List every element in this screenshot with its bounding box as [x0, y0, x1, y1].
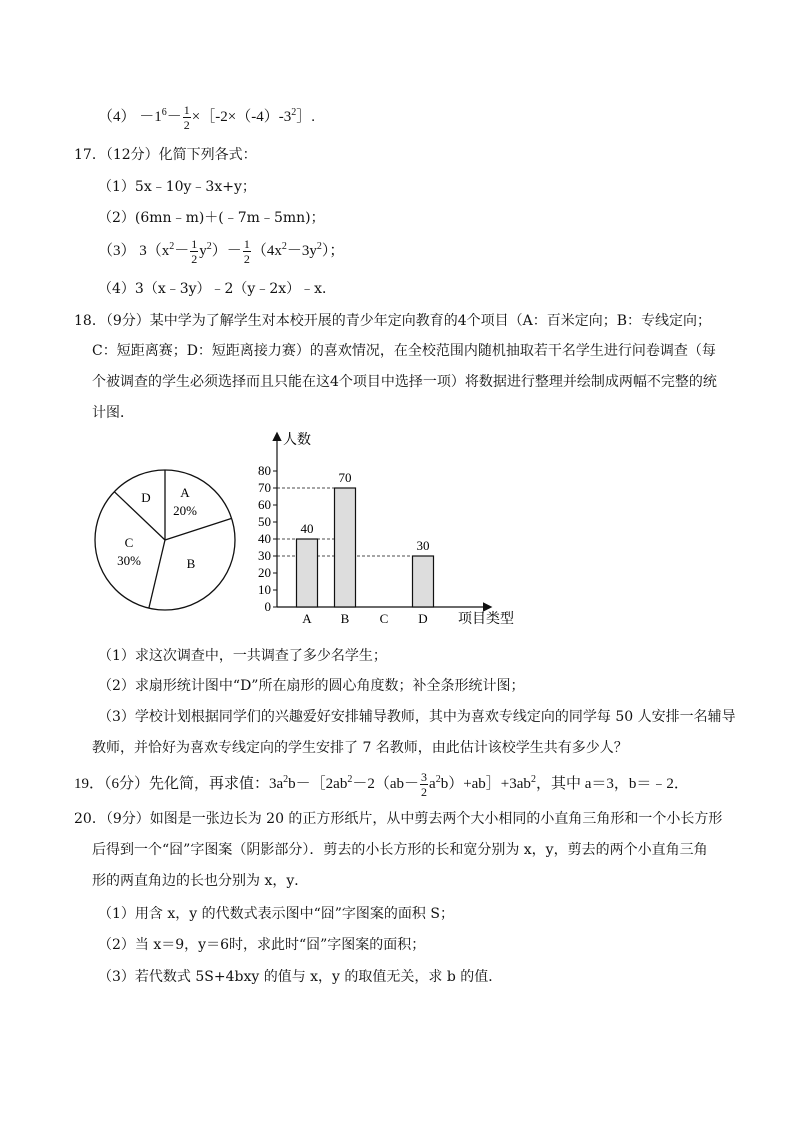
- q18-line4: 计图．: [92, 405, 134, 421]
- x-tick-label: A: [302, 611, 312, 626]
- pie-label-a: A: [180, 485, 190, 500]
- expr-part: ×［-2×（-4）-3: [191, 108, 292, 125]
- q18-sub3a: （3）学校计划根据同学们的兴趣爱好安排辅导教师，其中为喜欢专线定向的同学每 50 人安排一名辅导: [98, 709, 736, 725]
- q18-sub1: （1）求这次调查中，一共调查了多少名学生；: [98, 648, 387, 664]
- pie-pct-a: 20%: [173, 503, 197, 518]
- fraction: [420, 771, 428, 798]
- q17-item1: （1）5x﹣10y﹣3x+y；: [98, 179, 256, 195]
- bar-value-label: 30: [416, 538, 430, 553]
- q18-sub3b: 教师，并恰好为喜欢专线定向的学生安排了 7 名教师，由此估计该校学生共有多少人？: [92, 740, 628, 756]
- exponent: 2: [316, 240, 322, 252]
- x-tick-label: C: [379, 611, 389, 626]
- denominator: 2: [243, 252, 250, 266]
- q20-line3: 形的两直角边的长也分别为 x，y．: [92, 873, 309, 889]
- q20-sub1: （1）用含 x，y 的代数式表示图中“囧”字图案的面积 S；: [98, 906, 454, 922]
- exponent: 2: [283, 773, 289, 785]
- x-tick-label: D: [418, 611, 428, 626]
- y-tick-label: 70: [258, 480, 271, 495]
- bar: [413, 556, 434, 607]
- expr-part: ］.: [296, 108, 315, 125]
- y-tick-label: 50: [258, 514, 271, 529]
- expr-part: －: [174, 242, 190, 259]
- fraction: [190, 238, 198, 265]
- q19: [74, 771, 689, 798]
- expr-part: 19．（6分）先化简，再求值：3a: [74, 775, 284, 792]
- pie-chart: [90, 465, 240, 615]
- expr-part: －2（ab－: [352, 775, 420, 792]
- fraction: [243, 238, 251, 265]
- exponent: 2: [206, 240, 212, 252]
- exponent: 2: [435, 773, 441, 785]
- exponent: 2: [169, 240, 175, 252]
- y-tick-label: 20: [258, 565, 271, 580]
- exponent: 2: [347, 773, 353, 785]
- bar: [335, 488, 356, 607]
- bar-value-label: 40: [300, 521, 314, 536]
- y-axis-title: 人数: [283, 433, 311, 448]
- expr-part: ）；: [321, 242, 345, 259]
- numerator: 1: [191, 237, 198, 251]
- exponent: 2: [530, 773, 536, 785]
- y-tick-label: 30: [258, 548, 271, 563]
- expr-part: （4x: [251, 242, 282, 259]
- numerator: 1: [183, 103, 190, 117]
- y-tick-label: 80: [258, 463, 271, 478]
- y-tick-label: 0: [264, 599, 271, 614]
- bar-value-label: 70: [338, 470, 352, 485]
- x-ticks: [302, 611, 427, 626]
- q20-sub2: （2）当 x＝9，y＝6时，求此时“囧”字图案的面积；: [98, 937, 426, 953]
- expr-part: －1: [139, 108, 162, 125]
- q18-sub2: （2）求扇形统计图中“D”所在扇形的圆心角度数；补全条形统计图；: [98, 678, 525, 694]
- q17-item4: （4）3（x﹣3y）﹣2（y﹣2x）﹣x．: [98, 281, 337, 297]
- expr-part: y: [199, 242, 207, 259]
- q17-title: 17．（12分）化简下列各式：: [74, 147, 257, 163]
- q20-line1: 20．（9分）如图是一张边长为 20 的正方形纸片，从中剪去两个大小相同的小直角三角形和一个小长方形: [74, 811, 723, 827]
- y-tick-label: 60: [258, 497, 271, 512]
- y-tick-label: 40: [258, 531, 271, 546]
- expr-part: －: [166, 108, 182, 125]
- bar: [297, 539, 318, 607]
- pie-label-b: B: [186, 556, 196, 571]
- q17-item2: （2）(6mn﹣m)＋(﹣7m﹣5mn)；: [98, 210, 325, 226]
- y-ticks: [258, 463, 277, 614]
- expr-part: ）－: [211, 242, 242, 259]
- pie-pct-c: 30%: [117, 553, 141, 568]
- denominator: 2: [191, 252, 198, 266]
- denominator: 2: [183, 118, 190, 132]
- pie-label-d: D: [141, 490, 151, 505]
- q18-line1: 18．（9分）某中学为了解学生对本校开展的青少年定向教育的4个项目（A：百米定向；B：专线定向；: [74, 313, 712, 329]
- x-axis-title: 项目类型: [458, 612, 514, 627]
- fraction: [183, 104, 191, 131]
- exponent: 2: [291, 106, 297, 118]
- denominator: 2: [421, 785, 428, 799]
- expr-part: b）+ab］+3ab: [440, 775, 531, 792]
- numerator: 3: [421, 770, 428, 784]
- exponent: 2: [281, 240, 287, 252]
- bar-chart: [250, 430, 550, 630]
- expr-part: 3（x: [139, 242, 170, 259]
- expr-part: －3y: [286, 242, 317, 259]
- item-label: （3）: [98, 242, 136, 259]
- exponent: 6: [161, 106, 167, 118]
- q16-item4: [98, 104, 315, 131]
- chart-bars: [297, 470, 434, 607]
- q18-line2: C：短距离赛；D：短距离接力赛）的喜欢情况，在全校范围内随机抽取若干名学生进行问卷调查（每: [92, 343, 716, 359]
- item-label: （4）: [98, 108, 136, 125]
- numerator: 1: [243, 237, 250, 251]
- expr-part: b－［2ab: [288, 775, 348, 792]
- expr-part: ，其中 a＝3，b＝﹣2．: [535, 775, 689, 792]
- q17-item3: [98, 238, 344, 265]
- q18-line3: 个被调查的学生必须选择而且只能在这4个项目中选择一项）将数据进行整理并绘制成两幅不完整的统: [92, 374, 717, 390]
- q20-sub3: （3）若代数式 5S+4bxy 的值与 x，y 的取值无关，求 b 的值．: [98, 969, 503, 985]
- expr-part: a: [429, 775, 436, 792]
- pie-label-c: C: [124, 535, 134, 550]
- y-tick-label: 10: [258, 582, 271, 597]
- q20-line2: 后得到一个“囧”字图案（阴影部分）．剪去的小长方形的长和宽分别为 x，y，剪去的两个小直角三角: [92, 842, 708, 858]
- x-tick-label: B: [340, 611, 350, 626]
